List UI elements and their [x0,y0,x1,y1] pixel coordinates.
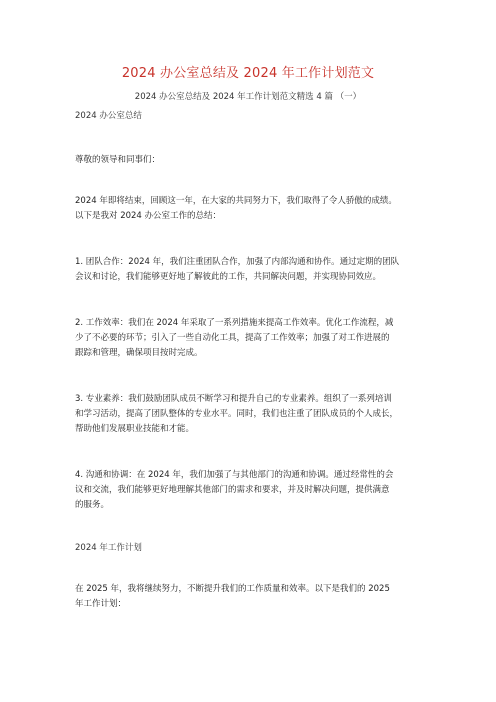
greeting: 尊敬的领导和同事们： [75,155,161,165]
item3-line-1: 3. 专业素养：我们鼓励团队成员不断学习和提升自己的专业素养。组织了一系列培训 [75,394,392,404]
item4-line-1: 4. 沟通和协调：在 2024 年，我们加强了与其他部门的沟通和协调。通过经常性的会 [75,470,394,480]
intro-line-2: 以下是我对 2024 办公室工作的总结： [75,211,222,221]
plan-intro-line-1: 在 2025 年，我将继续努力，不断提升我们的工作质量和效率。以下是我们的 2025 [75,584,390,594]
item1-line-2: 会议和讨论，我们能够更好地了解彼此的工作，共同解决问题，并实现协同效应。 [75,272,382,282]
section-heading-plan: 2024 年工作计划 [75,543,142,553]
item1-line-1: 1. 团队合作：2024 年，我们注重团队合作，加强了内部沟通和协作。通过定期的团队 [75,257,400,267]
item3-line-2: 和学习活动，提高了团队整体的专业水平。同时，我们也注重了团队成员的个人成长， [75,409,399,419]
item4-line-2: 议和交流，我们能够更好地理解其他部门的需求和要求，并及时解决问题，提供满意 [75,485,390,495]
document-title: 2024 办公室总结及 2024 年工作计划范文 [121,66,375,81]
plan-intro-line-2: 年工作计划： [75,599,127,609]
item2-line-2: 少了不必要的环节；引入了一些自动化工具，提高了工作效率；加强了对工作进展的 [75,333,390,343]
item2-line-1: 2. 工作效率：我们在 2024 年采取了一系列措施来提高工作效率。优化工作流程，减 [75,318,394,328]
intro-line-1: 2024 年即将结束，回顾这一年，在大家的共同努力下，我们取得了令人骄傲的成绩。 [75,196,397,206]
section-heading-summary: 2024 办公室总结 [75,111,142,121]
item2-line-3: 跟踪和管理，确保项目按时完成。 [75,348,203,358]
item4-line-3: 的服务。 [75,500,110,510]
item3-line-3: 帮助他们发展职业技能和才能。 [75,424,195,434]
document-subtitle: 2024 办公室总结及 2024 年工作计划范文精选 4 篇 （一） [134,92,362,102]
